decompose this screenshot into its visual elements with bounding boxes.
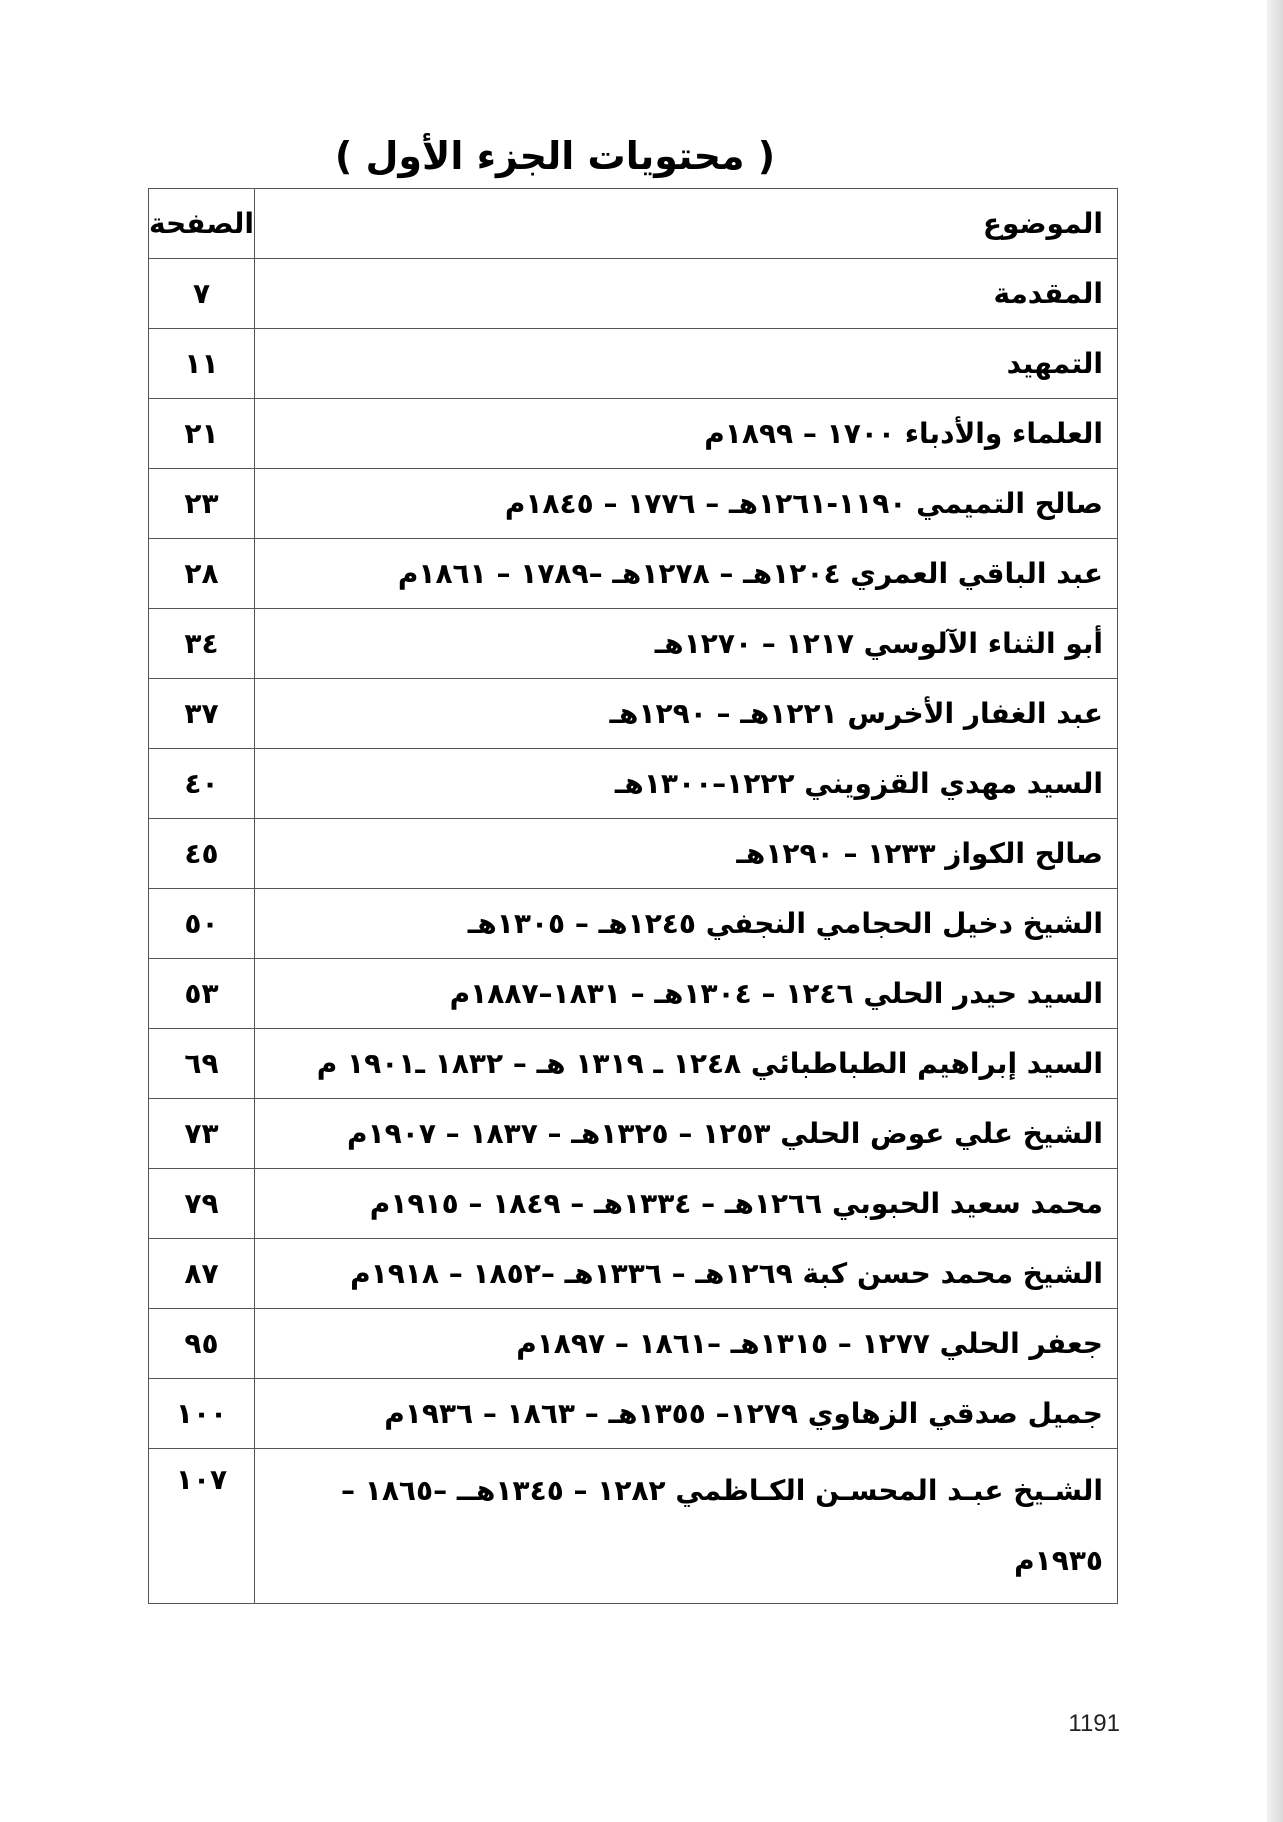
table-row <box>149 399 1118 469</box>
subject-cell: أبو الثناء الآلوسي ١٢١٧ – ١٢٧٠هـ <box>255 609 1118 679</box>
subject-column-header: الموضوع <box>255 189 1118 259</box>
table-row <box>149 469 1118 539</box>
subject-cell: السيد مهدي القزويني ١٢٢٢–١٣٠٠هـ <box>255 749 1118 819</box>
table-row <box>149 609 1118 679</box>
page-number-cell: ٢١ <box>149 399 255 469</box>
subject-cell: جعفر الحلي ١٢٧٧ – ١٣١٥هـ –١٨٦١ – ١٨٩٧م <box>255 1309 1118 1379</box>
subject-cell: الشيخ علي عوض الحلي ١٢٥٣ – ١٣٢٥هـ – ١٨٣٧ – ١٩٠٧م <box>255 1099 1118 1169</box>
page-number-cell: ٨٧ <box>149 1239 255 1309</box>
table-row <box>149 679 1118 749</box>
table-row <box>149 1169 1118 1239</box>
page-number-cell: ٦٩ <box>149 1029 255 1099</box>
table-row <box>149 539 1118 609</box>
table-row <box>149 1239 1118 1309</box>
table-row <box>149 889 1118 959</box>
subject-cell: السيد حيدر الحلي ١٢٤٦ – ١٣٠٤هـ – ١٨٣١–١٨٨٧م <box>255 959 1118 1029</box>
page-number-cell: ٥٠ <box>149 889 255 959</box>
subject-cell: المقدمة <box>255 259 1118 329</box>
subject-cell: الشيخ محمد حسن كبة ١٢٦٩هـ – ١٣٣٦هـ –١٨٥٢ – ١٩١٨م <box>255 1239 1118 1309</box>
table-row <box>149 959 1118 1029</box>
page-number-cell: ٩٥ <box>149 1309 255 1379</box>
table-row <box>149 749 1118 819</box>
subject-cell: جميل صدقي الزهاوي ١٢٧٩– ١٣٥٥هـ – ١٨٦٣ – ١٩٣٦م <box>255 1379 1118 1449</box>
page-number-cell: ٧ <box>149 259 255 329</box>
subject-cell: الشيخ دخيل الحجامي النجفي ١٢٤٥هـ – ١٣٠٥هـ <box>255 889 1118 959</box>
subject-cell: عبد الباقي العمري ١٢٠٤هـ – ١٢٧٨هـ –١٧٨٩ – ١٨٦١م <box>255 539 1118 609</box>
page-number-cell: ٤٠ <box>149 749 255 819</box>
table-row <box>149 1449 1118 1604</box>
page-number-cell: ٣٧ <box>149 679 255 749</box>
subject-cell: العلماء والأدباء ١٧٠٠ – ١٨٩٩م <box>255 399 1118 469</box>
page-number-cell: ٧٣ <box>149 1099 255 1169</box>
subject-cell: الشـيخ عبـد المحسـن الكـاظمي ١٢٨٢ – ١٣٤٥هــ –١٨٦٥ – ١٩٣٥م <box>255 1449 1118 1604</box>
subject-cell: السيد إبراهيم الطباطبائي ١٢٤٨ ـ ١٣١٩ هـ – ١٨٣٢ ـ١٩٠١ م <box>255 1029 1118 1099</box>
table-row <box>149 329 1118 399</box>
table-row <box>149 1309 1118 1379</box>
table-header-row <box>149 189 1118 259</box>
page-number-cell: ٢٨ <box>149 539 255 609</box>
subject-cell: محمد سعيد الحبوبي ١٢٦٦هـ – ١٣٣٤هـ – ١٨٤٩ – ١٩١٥م <box>255 1169 1118 1239</box>
page-number: 1191 <box>1068 1710 1120 1737</box>
table-row <box>149 1099 1118 1169</box>
page-number-cell: ٣٤ <box>149 609 255 679</box>
page-number-cell: ٢٣ <box>149 469 255 539</box>
page-number-cell: ٧٩ <box>149 1169 255 1239</box>
page-number-cell: ١٠٠ <box>149 1379 255 1449</box>
page-number-cell: ١١ <box>149 329 255 399</box>
page-number-cell: ١٠٧ <box>149 1449 255 1604</box>
subject-cell: عبد الغفار الأخرس ١٢٢١هـ – ١٢٩٠هـ <box>255 679 1118 749</box>
contents-table <box>148 188 1118 1604</box>
subject-cell: التمهيد <box>255 329 1118 399</box>
page-title: ( محتويات الجزء الأول ) <box>334 134 776 178</box>
subject-cell: صالح الكواز ١٢٣٣ – ١٢٩٠هـ <box>255 819 1118 889</box>
page-number-cell: ٤٥ <box>149 819 255 889</box>
page-edge-shadow <box>1267 0 1283 1822</box>
subject-cell: صالح التميمي ١١٩٠-١٢٦١هـ – ١٧٧٦ – ١٨٤٥م <box>255 469 1118 539</box>
page-number-cell: ٥٣ <box>149 959 255 1029</box>
table-row <box>149 259 1118 329</box>
table-row <box>149 1029 1118 1099</box>
table-row <box>149 1379 1118 1449</box>
page-column-header: الصفحة <box>149 189 255 259</box>
table-row <box>149 819 1118 889</box>
